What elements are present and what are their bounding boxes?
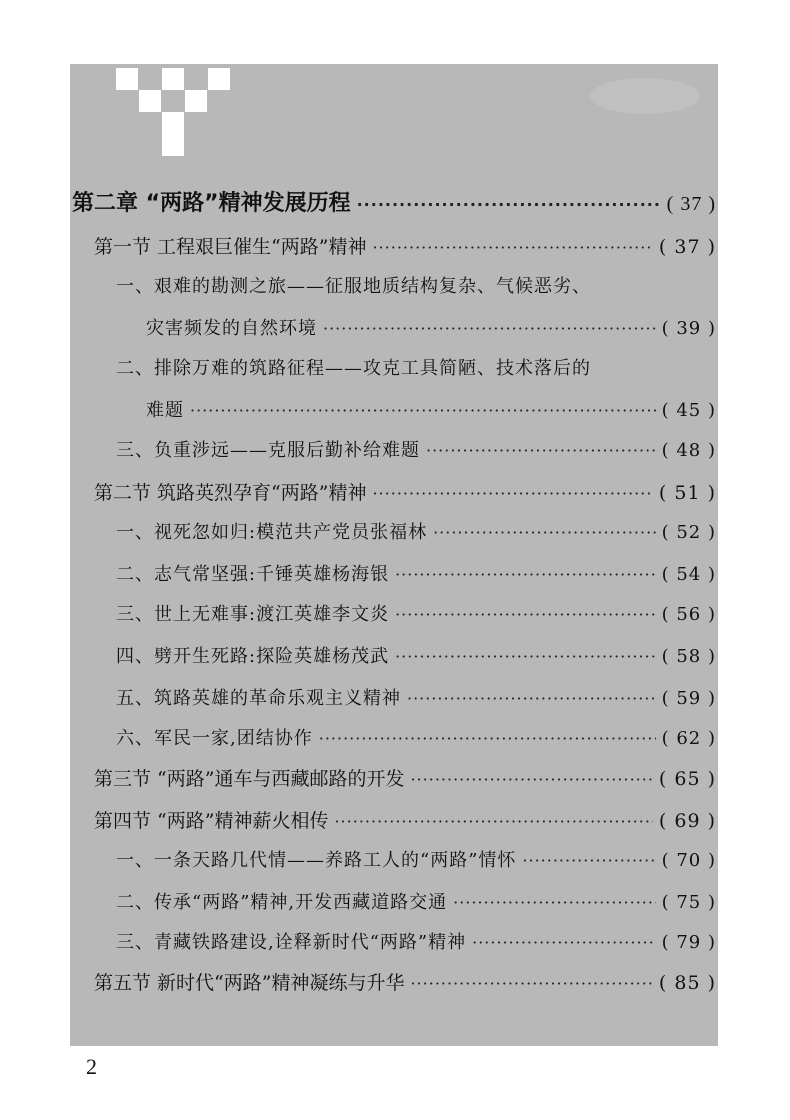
toc-section-row[interactable] <box>94 478 716 505</box>
toc-chapter-title: 第二章 “两路”精神发展历程 <box>72 191 351 216</box>
decorative-smudge <box>590 78 700 114</box>
toc-leader-dots <box>334 812 652 831</box>
toc-page-number: ( 51 ) <box>658 482 716 504</box>
toc-entry-title: 五、筑路英雄的革命乐观主义精神 <box>116 688 401 709</box>
toc-leader-dots <box>395 647 656 666</box>
toc-page-number: ( 48 ) <box>661 440 716 461</box>
toc-page-number: ( 70 ) <box>661 850 716 871</box>
toc-entry-title: 第四节 “两路”精神薪火相传 <box>94 810 329 832</box>
toc-subsection-row[interactable] <box>116 888 716 914</box>
toc-leader-dots <box>453 893 655 912</box>
toc-leader-dots <box>319 729 656 748</box>
toc-page-number: ( 56 ) <box>661 604 716 625</box>
toc-page-number: ( 79 ) <box>661 932 716 953</box>
toc-subsection-row[interactable] <box>116 600 716 626</box>
toc-page-number: ( 52 ) <box>661 522 716 543</box>
toc-leader-dots <box>410 770 652 789</box>
toc-entry-title: 四、劈开生死路:探险英雄杨茂武 <box>116 646 390 667</box>
toc-subsection-row[interactable] <box>116 846 716 872</box>
toc-section-row[interactable] <box>94 764 716 791</box>
toc-page-number: ( 54 ) <box>661 564 716 585</box>
toc-page-number: ( 58 ) <box>661 646 716 667</box>
toc-entry-title: 第五节 新时代“两路”精神凝练与升华 <box>94 972 405 994</box>
toc-subsection-row[interactable] <box>116 684 716 710</box>
toc-page-number: ( 65 ) <box>658 768 716 790</box>
toc-leader-dots <box>395 605 656 624</box>
toc-page-number: ( 75 ) <box>661 892 716 913</box>
toc-entry-title: 灾害频发的自然环境 <box>146 318 317 339</box>
toc-leader-dots <box>372 238 652 257</box>
toc-leader-dots <box>372 484 652 503</box>
toc-subsection-row[interactable] <box>116 928 716 954</box>
toc-entry-title: 三、世上无难事:渡江英雄李文炎 <box>116 604 390 625</box>
toc-entry-title: 一、视死忽如归:模范共产党员张福林 <box>116 522 428 543</box>
toc-subsection-row[interactable] <box>116 560 716 586</box>
toc-subsection-row[interactable] <box>146 396 716 422</box>
toc-page-number: ( 69 ) <box>658 810 716 832</box>
toc-entry-title: 三、青藏铁路建设,诠释新时代“两路”精神 <box>116 932 467 953</box>
toc-entry-title: 一、一条天路几代情——养路工人的“两路”情怀 <box>116 850 517 871</box>
toc-leader-dots <box>433 523 656 542</box>
toc-entry-title: 二、志气常坚强:千锤英雄杨海银 <box>116 564 390 585</box>
toc-leader-dots <box>323 319 656 338</box>
footer-page-number: 2 <box>86 1054 97 1079</box>
toc-chapter-row[interactable] <box>72 186 716 217</box>
toc-page-number: ( 59 ) <box>661 688 716 709</box>
toc-page-number: ( 37 ) <box>658 236 716 258</box>
toc-entry-title: 第一节 工程艰巨催生“两路”精神 <box>94 236 367 258</box>
toc-section-row[interactable] <box>94 232 716 259</box>
toc-leader-dots <box>407 689 656 708</box>
toc-leader-dots <box>472 933 655 952</box>
toc-section-row[interactable] <box>94 806 716 833</box>
toc-leader-dots <box>426 441 656 460</box>
toc-section-row[interactable] <box>94 968 716 995</box>
toc-entry-title: 二、传承“两路”精神,开发西藏道路交通 <box>116 892 448 913</box>
toc-entry-title: 难题 <box>146 400 184 421</box>
toc-leader-dots <box>522 851 655 870</box>
toc-subsection-row[interactable] <box>146 314 716 340</box>
toc-entry-title: 三、负重涉远——克服后勤补给难题 <box>116 440 420 461</box>
toc-subsection-row[interactable] <box>116 724 716 750</box>
decorative-pattern <box>70 64 260 204</box>
toc-subsection-row[interactable] <box>116 642 716 668</box>
toc-leader-dots <box>410 974 652 993</box>
toc-leader-dots <box>357 195 661 214</box>
toc-page-number: ( 85 ) <box>658 972 716 994</box>
toc-entry-line1[interactable]: 一、艰难的勘测之旅——征服地质结构复杂、气候恶劣、 <box>116 276 591 297</box>
toc-subsection-row[interactable] <box>116 436 716 462</box>
toc-page-number: ( 45 ) <box>661 400 716 421</box>
toc-page-number: ( 62 ) <box>661 728 716 749</box>
toc-subsection-row[interactable] <box>116 518 716 544</box>
toc-entry-title: 第三节 “两路”通车与西藏邮路的开发 <box>94 768 405 790</box>
toc-page-number: ( 37 ) <box>666 193 716 215</box>
toc-leader-dots <box>190 401 656 420</box>
toc-page-number: ( 39 ) <box>661 318 716 339</box>
toc-entry-title: 第二节 筑路英烈孕育“两路”精神 <box>94 482 367 504</box>
toc-entry-title: 六、军民一家,团结协作 <box>116 728 313 749</box>
toc-entry-line1[interactable]: 二、排除万难的筑路征程——攻克工具简陋、技术落后的 <box>116 358 591 379</box>
toc-leader-dots <box>395 565 656 584</box>
